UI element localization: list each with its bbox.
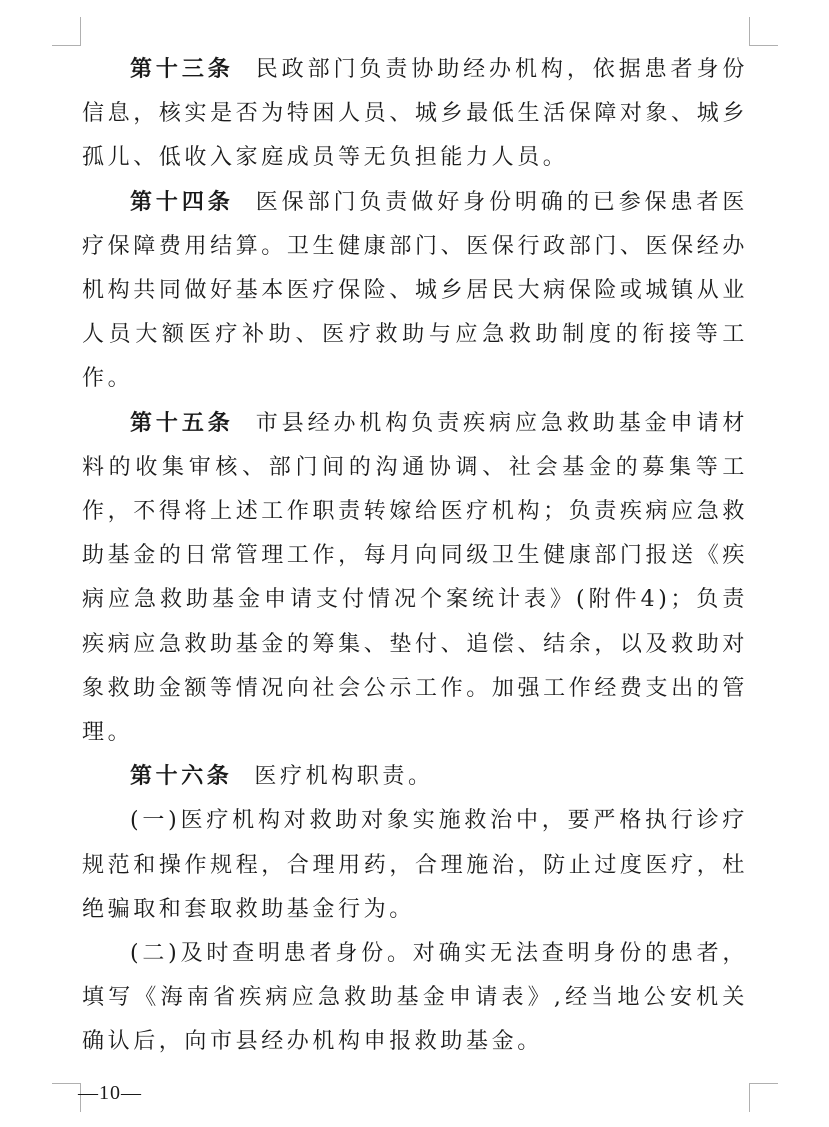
- article-15: [82, 402, 748, 756]
- article-14: [82, 181, 748, 402]
- article-16-text: 医疗机构职责。: [254, 764, 434, 790]
- article-14-label: 第十四条: [130, 189, 234, 215]
- article-15-text: 市县经办机构负责疾病应急救助基金申请材料的收集审核、部门间的沟通协调、社会基金的募集等工作，不得将上述工作职责转嫁给医疗机构；负责疾病应急救助基金的日常管理工作，每月向同级卫生健康部门报送《疾病应急救助基金申请支付情况个案统计表》(附件4)；负责疾病应急救助基金的筹集、垫付、追偿、结余，以及救助对象救助金额等情况向社会公示工作。加强工作经费支出的管理。: [82, 410, 749, 746]
- article-16: [82, 755, 748, 799]
- crop-mark-top-right: [749, 17, 778, 46]
- article-13-label: 第十三条: [130, 57, 234, 82]
- document-body: [82, 48, 748, 1065]
- article-16-item-2: (二)及时查明患者身份。对确实无法查明身份的患者，填写《海南省疾病应急救助基金申请表》,经当地公安机关确认后，向市县经办机构申报救助基金。: [82, 941, 748, 1055]
- crop-mark-bottom-left: [52, 1083, 81, 1112]
- article-15-label: 第十五条: [130, 410, 234, 436]
- article-13-text: 民政部门负责协助经办机构，依据患者身份信息，核实是否为特困人员、城乡最低生活保障对象、城乡孤儿、低收入家庭成员等无负担能力人员。: [82, 57, 749, 171]
- crop-mark-bottom-right: [749, 1083, 778, 1112]
- crop-mark-top-left: [52, 17, 81, 46]
- article-14-text: 医保部门负责做好身份明确的已参保患者医疗保障费用结算。卫生健康部门、医保行政部门、医保经办机构共同做好基本医疗保险、城乡居民大病保险或城镇从业人员大额医疗补助、医疗救助与应急救助制度的衔接等工作。: [82, 189, 749, 392]
- article-16-item-1: (一)医疗机构对救助对象实施救治中，要严格执行诊疗规范和操作规程，合理用药，合理施治，防止过度医疗，杜绝骗取和套取救助基金行为。: [82, 808, 748, 922]
- page-number: —10—: [78, 1082, 142, 1104]
- article-13: [82, 48, 748, 181]
- article-16-label: 第十六条: [130, 764, 233, 790]
